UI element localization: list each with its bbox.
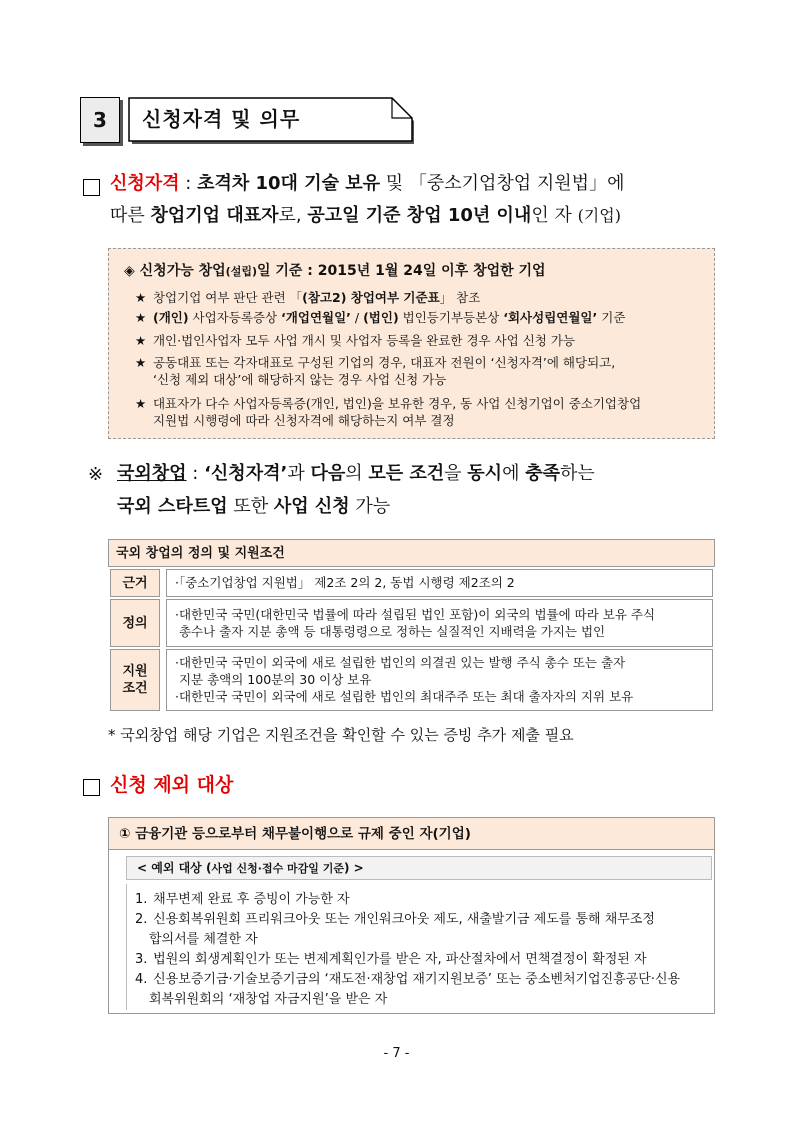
star-icon: ★	[135, 355, 147, 370]
page-number: - 7 -	[383, 1046, 410, 1061]
section-number-text: 3	[93, 108, 107, 132]
eligibility-line-1: 신청자격 : 초격차 10대 기술 보유 및 「중소기업창업 지원법」에	[110, 173, 625, 194]
row-conditions-content: ·대한민국 국민이 외국에 새로 설립한 법인의 의결권 있는 발행 주식 총수 또는 출자 지분 총액의 100분의 30 이상 보유 ·대한민국 국민이 외국에 새로 설립한 법인의 최대주주 또는 최대 출자자의 지위 보유	[166, 649, 713, 711]
list-item-continuation: 회복위원회의 ‘재창업 자금지원’을 받은 자	[149, 992, 388, 1007]
star-icon: ★	[135, 290, 147, 305]
exception-subheader: < 예외 대상 (사업 신청·접수 마감일 기준) >	[126, 856, 712, 880]
list-item-continuation: 합의서를 체결한 자	[149, 932, 258, 947]
eligibility-detail-box	[108, 248, 715, 439]
star-icon: ★	[135, 310, 147, 325]
overseas-note: * 국외창업 해당 기업은 지원조건을 확인할 수 있는 증빙 추가 제출 필요	[108, 726, 574, 744]
overseas-label: 국외창업	[117, 463, 187, 484]
overseas-line-1: 국외창업 : ‘신청자격’과 다음의 모든 조건을 동시에 충족하는	[117, 463, 595, 484]
row-label-conditions: 지원 조건	[110, 649, 160, 711]
tech-requirement: 초격차 10대 기술 보유	[197, 173, 381, 194]
eligibility-label: 신청자격	[110, 173, 180, 194]
criteria-row-4: ★ 공동대표 또는 각자대표로 구성된 기업의 경우, 대표자 전원이 ‘신청자격’에 해당되고, ‘신청 제외 대상’에 해당하지 않는 경우 사업 신청 가능	[135, 355, 616, 387]
criteria-row-5: ★ 대표자가 다수 사업자등록증(개인, 법인)을 보유한 경우, 동 사업 신청기업이 중소기업창업 지원법 시행령에 따라 신청자격에 해당하는지 여부 결정	[135, 396, 642, 428]
star-icon: ★	[135, 333, 147, 348]
list-item: 4. 신용보증기금·기술보증기금의 ‘재도전·재창업 재기지원보증’ 또는 중소벤처기업진흥공단·신용	[135, 972, 681, 987]
exception-list	[126, 884, 713, 1010]
founding-date-criteria: ◈ 신청가능 창업(설립)일 기준 : 2015년 1월 24일 이후 창업한 기업	[124, 263, 546, 279]
section-number	[80, 97, 120, 143]
row-label-definition: 정의	[110, 599, 160, 647]
row-definition-content: ·대한민국 국민(대한민국 법률에 따라 설립된 법인 포함)이 외국의 법률에 따라 보유 주식 총수나 출자 지분 총액 등 대통령령으로 정하는 실질적인 지배력을 가지는 법인	[166, 599, 713, 647]
list-item: 3. 법원의 회생계획인가 또는 변제계획인가를 받은 자, 파산절차에서 면책결정이 확정된 자	[135, 952, 647, 967]
checkbox-eligibility	[83, 179, 100, 196]
criteria-row-3: ★ 개인·법인사업자 모두 사업 개시 및 사업자 등록을 완료한 경우 사업 신청 가능	[135, 333, 575, 348]
overseas-line-2: 국외 스타트업 또한 사업 신청 가능	[117, 496, 391, 517]
exclusion-title: 신청 제외 대상	[110, 774, 234, 796]
row-basis-content: ·「중소기업창업 지원법」 제2조 2의 2, 동법 시행령 제2조의 2	[166, 569, 713, 597]
section-title-box	[128, 97, 414, 141]
list-item: 1. 채무변제 완료 후 증빙이 가능한 자	[135, 892, 350, 907]
star-icon: ★	[135, 396, 147, 411]
row-label-basis: 근거	[110, 569, 160, 597]
checkbox-exclusion	[83, 779, 100, 796]
criteria-row-1: ★ 창업기업 여부 판단 관련 「(참고2) 창업여부 기준표」 참조	[135, 290, 481, 305]
exclusion-box	[108, 817, 715, 1014]
table-header: 국외 창업의 정의 및 지원조건	[108, 539, 715, 567]
section-title: 신청자격 및 의무	[142, 107, 301, 131]
list-item: 2. 신용회복위원회 프리워크아웃 또는 개인워크아웃 제도, 새출발기금 제도를 통해 채무조정	[135, 912, 655, 927]
overseas-mark: ※	[88, 464, 104, 485]
exclusion-box-header: ① 금융기관 등으로부터 채무불이행으로 규제 중인 자(기업)	[109, 818, 714, 850]
criteria-row-2: ★ (개인) 사업자등록증상 ‘개업연월일’ / (법인) 법인등기부등본상 ‘회사성립연월일’ 기준	[135, 310, 626, 325]
eligibility-line-2: 따른 창업기업 대표자로, 공고일 기준 창업 10년 이내인 자 (기업)	[110, 205, 621, 226]
